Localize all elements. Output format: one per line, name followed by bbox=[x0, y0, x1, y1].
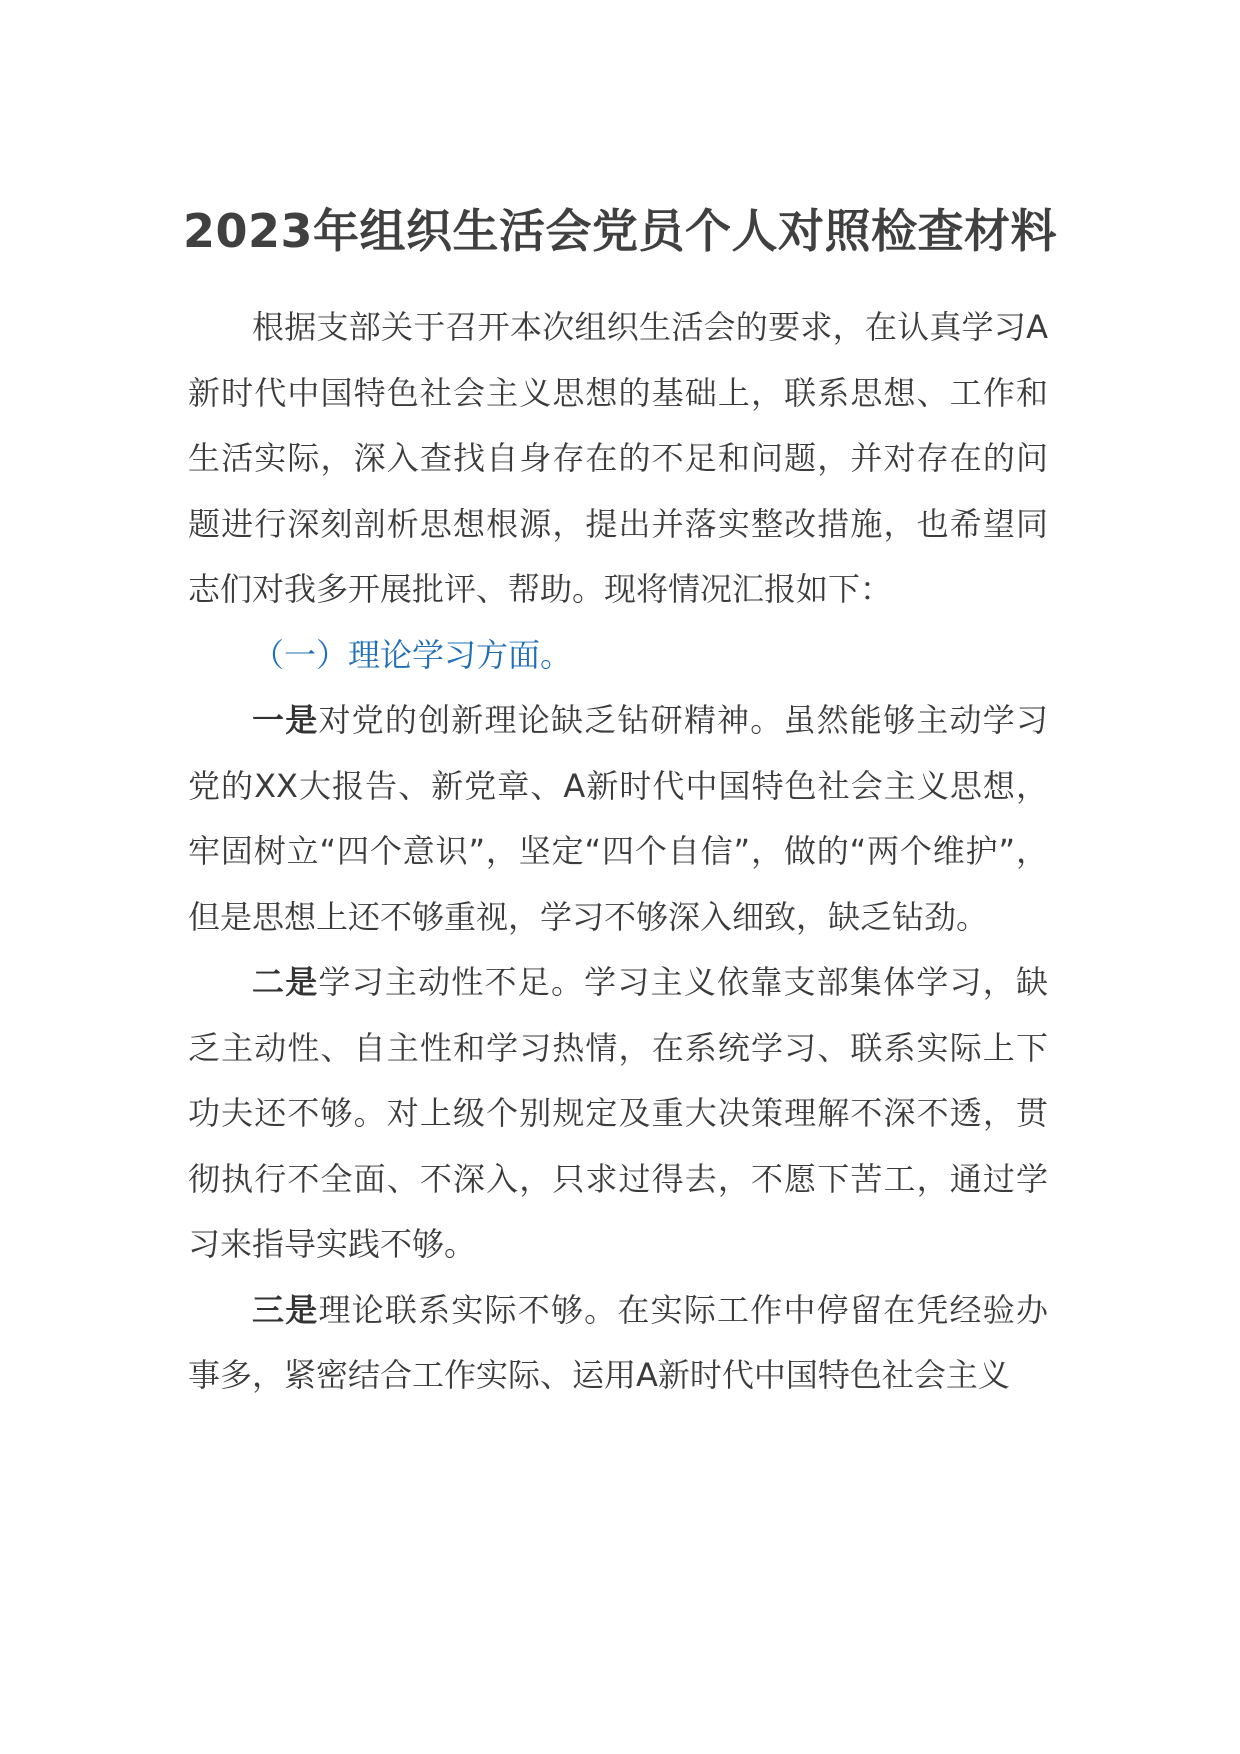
item-lead-3: 三是 bbox=[252, 1290, 319, 1329]
item-paragraph-3 bbox=[188, 1278, 1048, 1409]
item-text-1: 对党的创新理论缺乏钻研精神。虽然能够主动学习党的XX大报告、新党章、A新时代中国特色社会主义思想，牢固树立“四个意识”，坚定“四个自信”，做的“两个维护”，但是思想上还不够重视，学习不够深入细致，缺乏钻劲。 bbox=[188, 701, 1048, 936]
item-text-3: 理论联系实际不够。在实际工作中停留在凭经验办事多，紧密结合工作实际、运用A新时代中国特色社会主义 bbox=[188, 1290, 1048, 1394]
section-heading: （一）理论学习方面。 bbox=[252, 635, 573, 674]
document-body bbox=[188, 295, 1048, 1409]
item-lead-1: 一是 bbox=[252, 701, 319, 739]
item-paragraph-2 bbox=[188, 950, 1048, 1278]
item-paragraph-1 bbox=[188, 688, 1048, 950]
item-lead-2: 二是 bbox=[252, 963, 319, 1001]
item-text-2: 学习主动性不足。学习主义依靠支部集体学习，缺乏主动性、自主性和学习热情，在系统学习、联系实际上下功夫还不够。对上级个别规定及重大决策理解不深不透，贯彻执行不全面、不深入，只求过得去，不愿下苦工，通过学习来指导实践不够。 bbox=[188, 963, 1048, 1263]
document-title: 2023年组织生活会党员个人对照检查材料 bbox=[182, 204, 1058, 258]
intro-paragraph: 根据支部关于召开本次组织生活会的要求，在认真学习A新时代中国特色社会主义思想的基础上，联系思想、工作和生活实际，深入查找自身存在的不足和问题，并对存在的问题进行深刻剖析思想根源，提出并落实整改措施，也希望同志们对我多开展批评、帮助。现将情况汇报如下： bbox=[188, 308, 1048, 608]
